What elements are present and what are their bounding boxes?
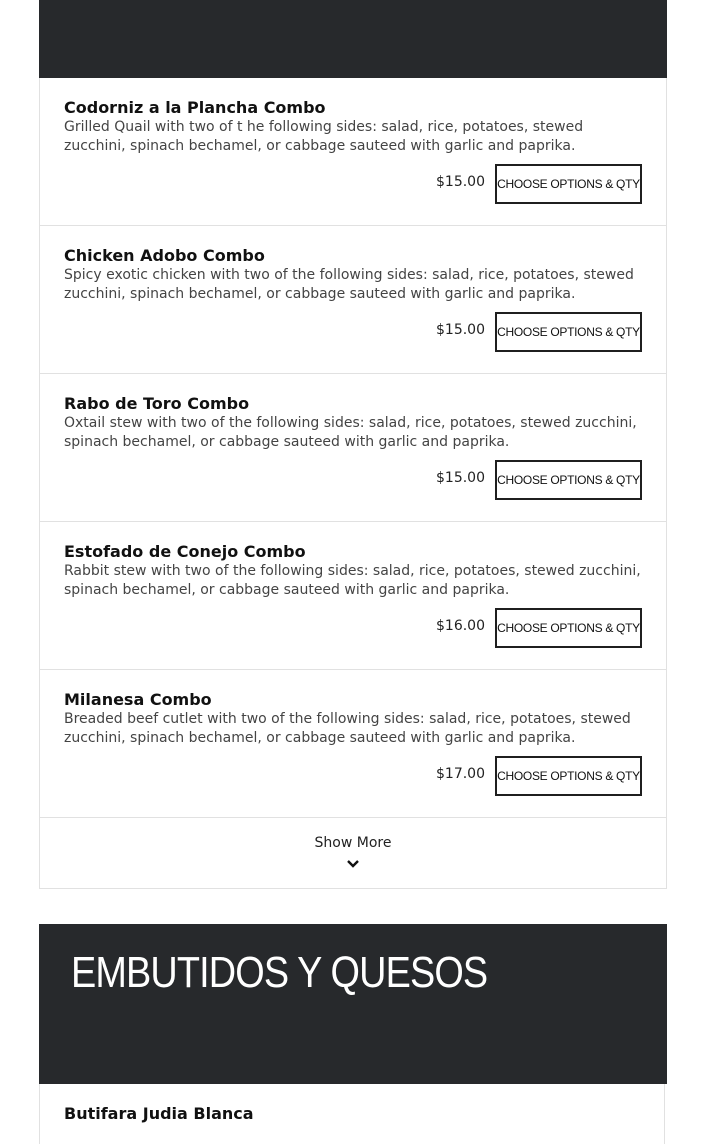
section-header: [39, 924, 667, 1084]
chevron-down-icon: [346, 853, 360, 872]
item-name: Milanesa Combo: [64, 690, 212, 709]
menu-item: [40, 522, 666, 670]
item-description: Grilled Quail with two of t he following sides: salad, rice, potatoes, stewed zucchini, spinach bechamel, or cabbage sauteed with garlic and paprika.: [64, 119, 584, 154]
item-description: Breaded beef cutlet with two of the following sides: salad, rice, potatoes, stewed zucchini, spinach bechamel, or cabbage sauteed with garlic and paprika.: [64, 711, 631, 746]
item-name: Estofado de Conejo Combo: [64, 542, 306, 561]
menu-item-list: [39, 78, 667, 889]
item-name: Rabo de Toro Combo: [64, 394, 250, 413]
choose-options-button[interactable]: CHOOSE OPTIONS & QTY: [495, 164, 642, 204]
section-title: EMBUTIDOS Y QUESOS: [71, 948, 488, 997]
item-price: $15.00: [436, 470, 485, 486]
category-header-banner: [39, 0, 667, 78]
show-more-button[interactable]: [40, 818, 666, 888]
choose-options-button[interactable]: CHOOSE OPTIONS & QTY: [495, 608, 642, 648]
menu-item: [39, 1084, 665, 1144]
item-description: Rabbit stew with two of the following sides: salad, rice, potatoes, stewed zucchini, spinach bechamel, or cabbage sauteed with garlic and paprika.: [64, 563, 641, 598]
choose-options-button[interactable]: CHOOSE OPTIONS & QTY: [495, 756, 642, 796]
item-description: Spicy exotic chicken with two of the following sides: salad, rice, potatoes, stewed zucchini, spinach bechamel, or cabbage sauteed with garlic and paprika.: [64, 267, 634, 302]
item-description: Oxtail stew with two of the following sides: salad, rice, potatoes, stewed zucchini, spinach bechamel, or cabbage sauteed with garlic and paprika.: [64, 415, 637, 450]
menu-item: [40, 670, 666, 818]
item-price: $16.00: [436, 618, 485, 634]
choose-options-button[interactable]: CHOOSE OPTIONS & QTY: [495, 312, 642, 352]
menu-item: [40, 374, 666, 522]
item-name: Butifara Judia Blanca: [64, 1104, 254, 1123]
item-price: $15.00: [436, 174, 485, 190]
show-more-label: Show More: [314, 834, 392, 851]
item-price: $15.00: [436, 322, 485, 338]
menu-item: [40, 78, 666, 226]
item-price: $17.00: [436, 766, 485, 782]
item-name: Codorniz a la Plancha Combo: [64, 98, 326, 117]
menu-item: [40, 226, 666, 374]
item-name: Chicken Adobo Combo: [64, 246, 265, 265]
choose-options-button[interactable]: CHOOSE OPTIONS & QTY: [495, 460, 642, 500]
